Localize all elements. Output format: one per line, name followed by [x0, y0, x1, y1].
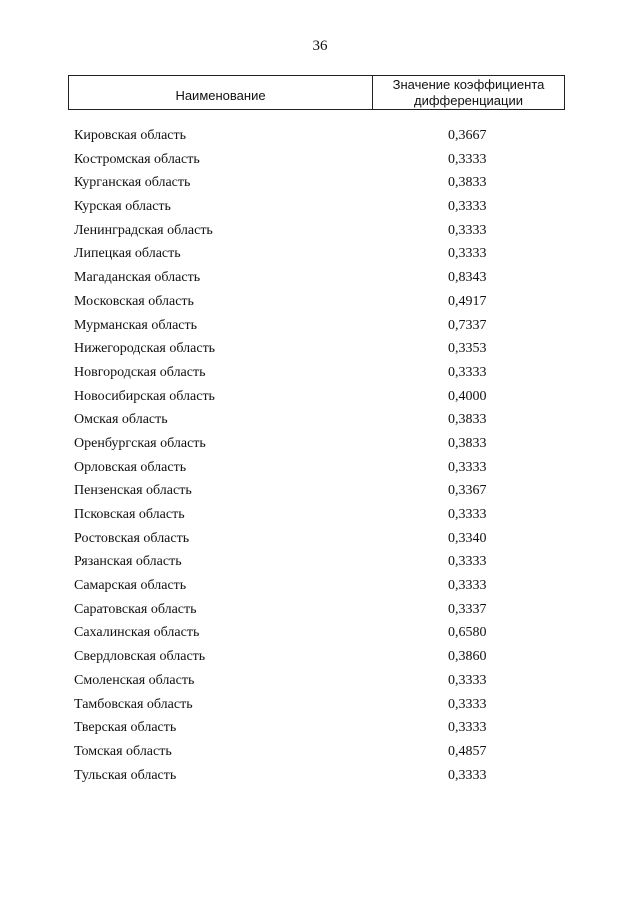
header-value-column [373, 76, 564, 109]
coefficient-value: 0,3333 [448, 696, 487, 712]
region-name: Свердловская область [74, 649, 206, 665]
coefficient-value: 0,3353 [448, 341, 487, 357]
coefficient-value: 0,3367 [448, 483, 487, 499]
table-row [0, 128, 640, 152]
coefficient-value: 0,3333 [448, 364, 487, 380]
coefficient-value: 0,3333 [448, 578, 487, 594]
table-row [0, 578, 640, 602]
region-name: Сахалинская область [74, 625, 200, 641]
table-row [0, 673, 640, 697]
region-name: Магаданская область [74, 270, 201, 286]
region-name: Пензенская область [74, 483, 192, 499]
table-row [0, 318, 640, 342]
coefficient-value: 0,3333 [448, 720, 487, 736]
region-name: Саратовская область [74, 601, 197, 617]
table-row [0, 768, 640, 792]
table-row [0, 649, 640, 673]
table-row [0, 341, 640, 365]
table-row [0, 625, 640, 649]
coefficient-value: 0,4000 [448, 388, 487, 404]
page-number: 36 [312, 38, 328, 54]
coefficient-value: 0,3340 [448, 530, 487, 546]
table-row [0, 365, 640, 389]
coefficient-value: 0,3333 [448, 199, 487, 215]
table-body [0, 128, 640, 791]
table-row [0, 270, 640, 294]
region-name: Самарская область [74, 578, 187, 594]
region-name: Орловская область [74, 459, 187, 475]
coefficient-value: 0,6580 [448, 625, 487, 641]
header-value-label [393, 77, 545, 109]
coefficient-value: 0,3333 [448, 151, 487, 167]
region-name: Новосибирская область [74, 388, 215, 404]
coefficient-value: 0,3333 [448, 507, 487, 522]
coefficient-value: 0,3337 [448, 601, 487, 617]
table-row [0, 744, 640, 768]
region-name: Ростовская область [74, 530, 190, 546]
table-row [0, 246, 640, 270]
region-name: Тульская область [74, 767, 177, 783]
region-name: Костромская область [74, 151, 200, 167]
table-row [0, 294, 640, 318]
region-name: Псковская область [74, 507, 185, 522]
region-name: Омская область [74, 412, 168, 428]
table-row [0, 531, 640, 555]
coefficient-value: 0,3333 [448, 222, 487, 238]
coefficient-value: 0,3333 [448, 246, 487, 262]
region-name: Кировская область [74, 128, 187, 143]
header-name-column [69, 76, 373, 109]
table-row [0, 389, 640, 413]
table-row [0, 720, 640, 744]
region-name: Тамбовская область [74, 696, 193, 712]
table-row [0, 460, 640, 484]
table-row [0, 507, 640, 531]
region-name: Томская область [74, 743, 172, 759]
table-row [0, 697, 640, 721]
coefficient-value: 0,3833 [448, 435, 487, 451]
region-name: Ленинградская область [74, 222, 213, 238]
region-name: Липецкая область [74, 246, 181, 262]
region-name: Смоленская область [74, 672, 195, 688]
coefficient-value: 0,3333 [448, 459, 487, 475]
table-header [68, 75, 565, 110]
coefficient-value: 0,3333 [448, 672, 487, 688]
coefficient-value: 0,8343 [448, 270, 487, 286]
coefficient-value: 0,3667 [448, 128, 487, 143]
coefficient-value: 0,4857 [448, 743, 487, 759]
header-value-label-line1: Значение коэффициента [392, 76, 545, 92]
table-row [0, 223, 640, 247]
coefficient-value: 0,3833 [448, 412, 487, 428]
table-row [0, 175, 640, 199]
table-row [0, 152, 640, 176]
region-name: Курганская область [74, 175, 191, 191]
table-row [0, 199, 640, 223]
table-row [0, 412, 640, 436]
table-row [0, 602, 640, 626]
coefficient-value: 0,4917 [448, 293, 487, 309]
coefficient-value: 0,7337 [448, 317, 487, 333]
header-value-label-line2: дифференциации [413, 92, 523, 108]
table-row [0, 554, 640, 578]
region-name: Оренбургская область [74, 435, 206, 451]
table-row [0, 436, 640, 460]
coefficient-value: 0,3833 [448, 175, 487, 191]
region-name: Мурманская область [74, 317, 198, 333]
coefficient-value: 0,3333 [448, 554, 487, 570]
region-name: Курская область [74, 199, 171, 215]
region-name: Нижегородская область [74, 341, 216, 357]
header-name-label: Наименование [175, 88, 266, 103]
region-name: Рязанская область [74, 554, 182, 570]
region-name: Новгородская область [74, 364, 206, 380]
coefficient-value: 0,3860 [448, 649, 487, 665]
table-row [0, 483, 640, 507]
coefficient-value: 0,3333 [448, 767, 487, 783]
region-name: Московская область [74, 293, 194, 309]
region-name: Тверская область [74, 720, 177, 736]
